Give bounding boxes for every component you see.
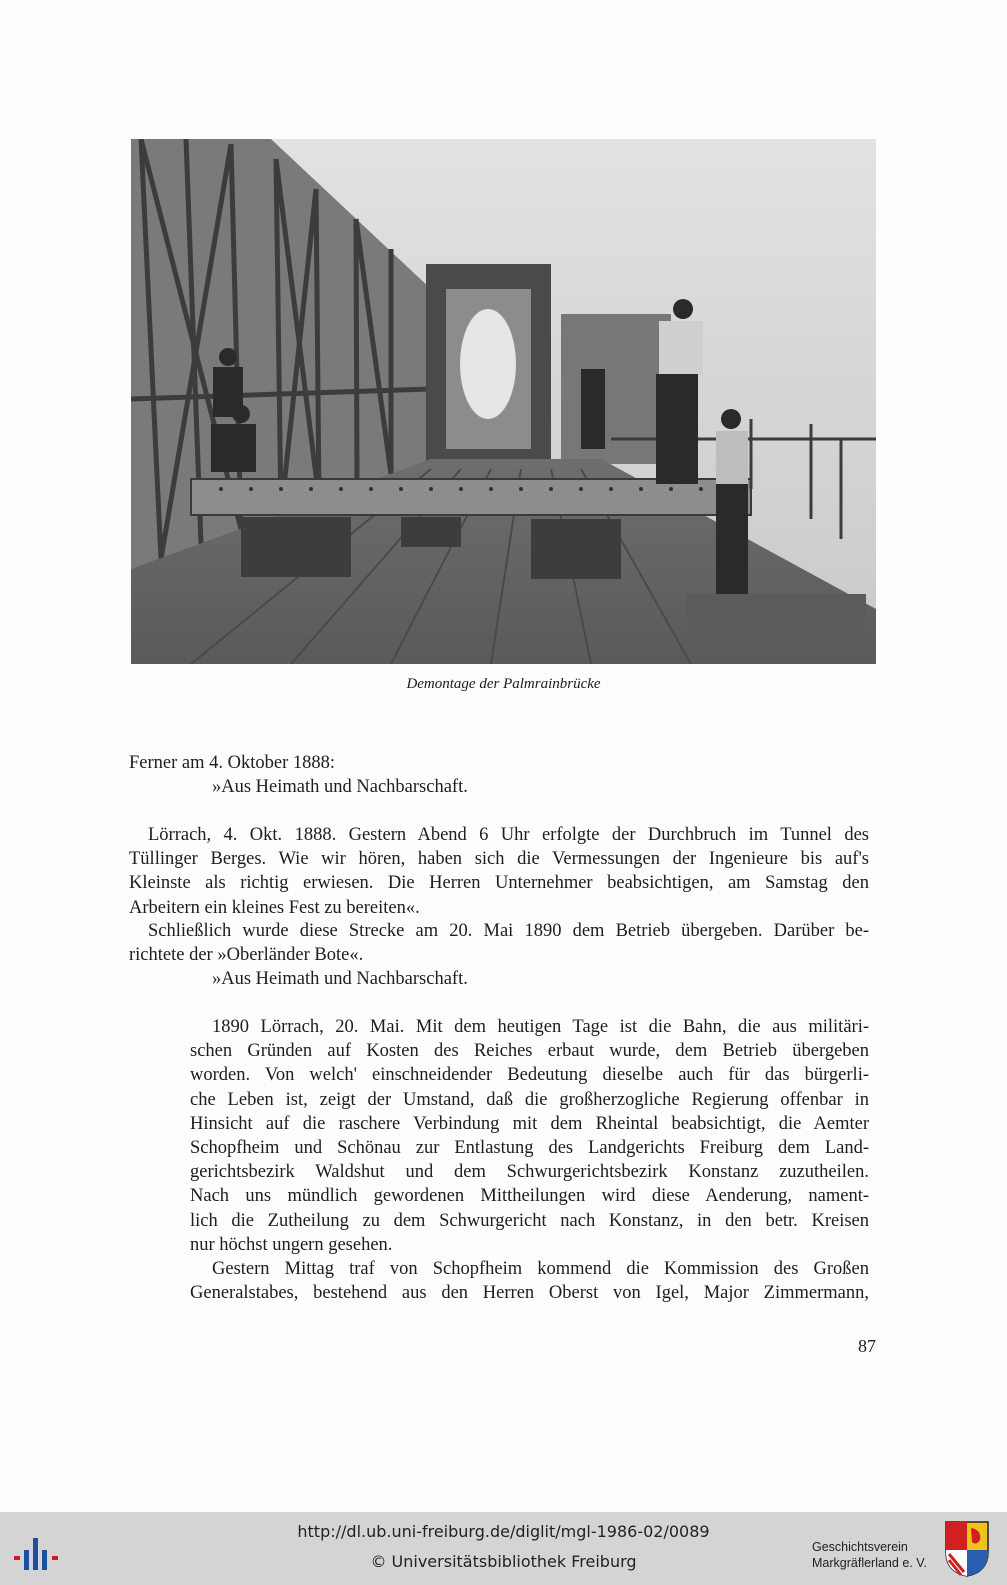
text-line: Arbeitern ein kleines Fest zu bereiten«. [129,897,420,918]
footer-organization [812,1539,927,1571]
text-line: Generalstabes, bestehend aus den Herren Oberst von Igel, Major Zimmermann, [190,1283,869,1304]
org-name-line: Geschichtsverein [812,1540,908,1554]
text-line: Hinsicht auf die raschere Verbindung mit dem Rheintal beabsichtigt, die Aemter [190,1113,869,1134]
text-line: worden. Von welch' einschneidender Bedeutung dieselbe auch für das bürgerli- [190,1065,869,1086]
text-line: lich die Zutheilung zu dem Schwurgericht nach Konstanz, in den betr. Kreisen [190,1210,869,1231]
coat-of-arms-icon [944,1520,990,1578]
page-number: 87 [858,1336,876,1356]
text-line: gerichtsbezirk Waldshut und dem Schwurgerichtsbezirk Konstanz zuzutheilen. [190,1162,869,1183]
body-paragraph [129,919,869,967]
quote-heading: »Aus Heimath und Nachbarschaft. [212,777,468,797]
quote-paragraph-3 [190,1257,869,1305]
photo-caption: Demontage der Palmrainbrücke [406,676,601,692]
text-line: nur höchst ungern gesehen. [190,1234,393,1255]
footer-url[interactable]: http://dl.ub.uni-freiburg.de/diglit/mgl-1986-02/0089 [297,1522,710,1541]
text-line: Schließlich wurde diese Strecke am 20. Mai 1890 dem Betrieb übergeben. Darüber be- [148,921,869,941]
text-line: richtete der »Oberländer Bote«. [129,945,364,966]
quote-paragraph-1 [129,823,869,920]
text-line: schen Gründen auf Kosten des Reiches erbaut wurde, dem Betrieb übergeben [190,1041,869,1062]
footer-bar [0,1512,1007,1585]
quote-paragraph-2 [190,1015,869,1257]
footer-copyright: © Universitätsbibliothek Freiburg [370,1552,637,1571]
text-line: Tüllinger Berges. Wie wir hören, haben sich die Vermessungen der Ingenieure bis auf's [129,849,869,870]
text-line: Gestern Mittag traf von Schopfheim kommend die Kommission des Großen [212,1259,869,1279]
text-line: Nach uns mündlich gewordenen Mittheilungen wird diese Aenderung, nament- [190,1186,869,1207]
text-line: che Leben ist, zeigt der Umstand, daß die großherzogliche Regierung offenbar in [190,1089,869,1110]
quote-heading: »Aus Heimath und Nachbarschaft. [212,969,468,989]
text-line: Schopfheim und Schönau zur Entlastung des Landgerichts Freiburg dem Land- [190,1138,869,1159]
text-line: Lörrach, 4. Okt. 1888. Gestern Abend 6 Uhr erfolgte der Durchbruch im Tunnel des [148,825,869,845]
text-line: 1890 Lörrach, 20. Mai. Mit dem heutigen Tage ist die Bahn, die aus militäri- [212,1017,869,1037]
org-name-line: Markgräflerland e. V. [812,1556,927,1570]
text-line: Kleinste als richtig erwiesen. Die Herren Unternehmer beabsichtigen, am Samstag den [129,873,869,894]
bridge-photo [131,139,876,664]
intro-line: Ferner am 4. Oktober 1888: [129,753,336,773]
